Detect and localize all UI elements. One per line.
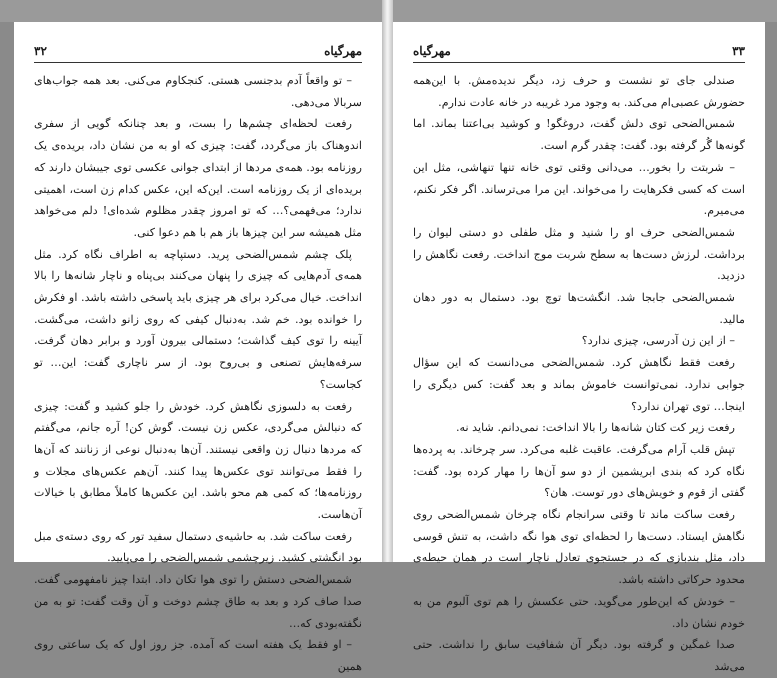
paragraph: رفعت فقط نگاهش کرد. شمس‌الضحی می‌دانست که این سؤال جوابی ندارد. نمی‌توانست خاموش بماند و بعد گفت: کس دیگری را اینجا… توی تهران ندارد؟ [413, 356, 745, 413]
paragraph: – شربتت را بخور… می‌دانی وقتی توی خانه تنها تنهاشی، مثل این است که کسی فکرهایت را می‌خواند. این مرا می‌ترساند. اگر فکر نکنم، می‌میرم. [413, 160, 745, 218]
paragraph: شمس‌الضحی جابجا شد. انگشت‌ها توچ بود. دستمال به دور دهان مالید. [413, 291, 745, 326]
left-page-number: ۳۲ [34, 44, 47, 58]
paragraph: – از این زن آدرسی، چیزی ندارد؟ [581, 334, 735, 348]
paragraph: صندلی جای تو نشست و حرف زد، دیگر ندیده‌مش. با این‌همه حضورش عصبی‌ام می‌کند. به وجود مرد غریبه در خانه عادت ندارم. [413, 74, 745, 109]
paragraph: رفعت به دلسوزی نگاهش کرد. خودش را جلو کشید و گفت: چیزی که دنبالش می‌گردی، عکس زن نیست. گوش کن! آره جانم، می‌گفتم که مردها دنبال زن واقعی نیستند. آن‌ها به‌دنبال نوعی از زنانند که آن‌ها را فقط می‌توانند توی عکس‌ها پیدا کنند. آن‌هم عکس‌های مجلات و روزنامه‌ها؛ که کمی هم محو باشد. این عکس‌ها کاملاً مطابق با خیالات آن‌هاست. [34, 399, 362, 522]
paragraph: رفعت ساکت شد. به حاشیه‌ی دستمال سفید تور که روی دسته‌ی مبل بود انگشتی کشید. زیرچشمی شمس‌الضحی را می‌پایید. [34, 529, 362, 565]
left-header-rule [34, 62, 362, 63]
left-page [14, 22, 382, 673]
right-page [393, 22, 765, 673]
paragraph: رفعت زیر کت کتان شانه‌ها را بالا انداخت: نمی‌دانم. شاید نه. [455, 421, 735, 435]
paragraph: شمس‌الضحی حرف او را شنید و مثل طفلی دو دستی لیوان را برداشت. لرزش دست‌ها به سطح شربت موج انداخت. رفعت نگاهش را دزدید. [413, 225, 745, 283]
paragraph: رفعت ساکت ماند تا وقتی سرانجام نگاه چرخان شمس‌الضحی روی نگاهش ایستاد. دست‌ها را لحظه‌ای توی هوا نگه داشت، به تنش قوسی داد، مثل بندبازی که در جستجوی تعادل ناچار است در همان حیطه‌ی محدود حرکاتی داشته باشد. [413, 508, 745, 587]
right-running-title: مهرگیاه [413, 44, 451, 58]
paragraph: پلک چشم شمس‌الضحی پرید. دستپاچه به اطراف نگاه کرد. مثل همه‌ی آدم‌هایی که چیزی را پنهان می‌کنند بی‌پناه و ناچار شانه‌ها را بالا انداخت. خیال می‌کرد برای هر چیزی باید پاسخی داشته باشد. او فکرش را خوانده بود. خم شد. به‌دنبال کیفی که روی زانو داشت، می‌گشت. آیینه را توی کیف گذاشت؛ دستمالی بیرون آورد و برابر دهان گرفت. سرفه‌هایش تصنعی و بی‌روح بود. از سر ناچاری گفت: این… تو کجاست؟ [34, 247, 362, 391]
left-running-title: مهرگیاه [324, 44, 362, 58]
right-page-body [413, 70, 745, 678]
paragraph: شمس‌الضحی دستش را توی هوا تکان داد. ابتدا چیز نامفهومی گفت. صدا صاف کرد و بعد به طاق چشم دوخت و آن وقت گفت: تو به من نگفته‌بودی که… [34, 573, 362, 630]
right-header-rule [413, 62, 745, 63]
paragraph: – خودش که این‌طور می‌گوید. حتی عکسش را هم توی آلبوم من به خودم نشان داد. [413, 594, 745, 630]
paragraph: شمس‌الضحی توی دلش گفت، دروغگو! و کوشید بی‌اعتنا بماند. اما گونه‌ها گُر گرفته بود. گفت: چقدر گرم است. [413, 117, 745, 153]
left-page-header [34, 40, 362, 58]
right-page-number: ۳۳ [732, 44, 745, 58]
paragraph: – او فقط یک هفته است که آمده. جز روز اول که یک ساعتی روی همین [34, 638, 362, 673]
paragraph: – تو واقعاً آدم بدجنسی هستی. کنجکاوم می‌کنی. بعد همه جواب‌های سربالا می‌دهی. [34, 74, 362, 109]
left-page-body [34, 70, 362, 678]
paragraph: تپش قلب آرام می‌گرفت. عاقبت غلبه می‌کرد. سر چرخاند. به پرده‌ها نگاه کرد که بندی ابریشمین از دو سو آن‌ها را مهار کرده بود. گفت: گفتی از قوم و خویش‌های دور توست. هان؟ [413, 442, 745, 500]
right-page-header [413, 40, 745, 58]
book-gutter [382, 0, 393, 562]
paragraph: رفعت لحظه‌ای چشم‌ها را بست، و بعد چنانکه گویی از سفری اندوهناک باز می‌گردد، گفت: چیزی که او به من نشان داد، بریده‌ی یک روزنامه بود. همه‌ی مردها از ابتدای جوانی عکسی توی جیبشان دارند که بریده‌ای از یک روزنامه است. این‌که این، عکس کدام زن است، اهمیتی ندارد؛ می‌فهمی؟… که تو امروز چقدر مظلوم شده‌ای! دلم می‌خواهد مثل همیشه سر این چیزها باز هم با هم دعوا کنی. [34, 117, 362, 239]
paragraph: صدا غمگین و گرفته بود. دیگر آن شفافیت سابق را نداشت. حتی می‌شد [413, 638, 745, 673]
